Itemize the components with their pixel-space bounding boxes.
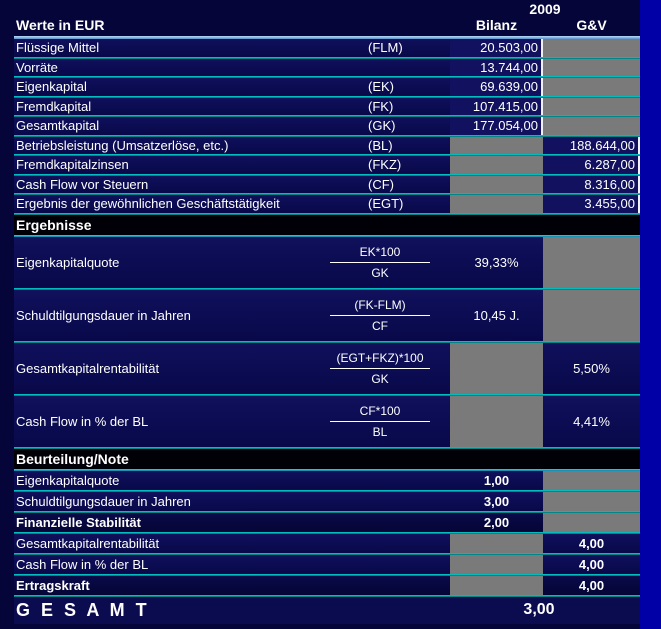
gv-disabled-cell	[543, 492, 640, 511]
row-label: Betriebsleistung (Umsatzerlöse, etc.)	[16, 137, 229, 153]
formula-denominator: CF	[372, 318, 388, 333]
row-code: (FK)	[368, 98, 394, 114]
gv-disabled-cell	[543, 78, 640, 96]
formula-fraction	[320, 298, 440, 333]
bilanz-disabled-cell	[450, 576, 543, 595]
gv-result-cell[interactable]: 4,41%	[573, 413, 610, 429]
formula-denominator: GK	[371, 265, 389, 280]
bilanz-disabled-cell	[450, 396, 543, 447]
table-row	[14, 176, 640, 194]
formula-numerator: (FK-FLM)	[354, 297, 406, 312]
row-label: Ergebnis der gewöhnlichen Geschäftstätigkeit	[16, 196, 280, 212]
formula-numerator: EK*100	[359, 244, 401, 259]
rating-row	[14, 534, 640, 553]
fraction-line	[330, 421, 430, 422]
rating-row	[14, 471, 640, 490]
bilanz-value-cell[interactable]: 69.639,00	[450, 78, 543, 96]
row-label: Ertragskraft	[16, 577, 90, 593]
bilanz-result-cell[interactable]: 39,33%	[474, 254, 519, 270]
row-label: Eigenkapital	[16, 79, 87, 95]
ratio-row	[14, 343, 640, 394]
row-label: Eigenkapitalquote	[16, 254, 120, 270]
formula-numerator: CF*100	[359, 403, 401, 418]
section-title: Ergebnisse	[16, 216, 92, 233]
table-row	[14, 117, 640, 135]
formula-denominator: GK	[371, 371, 389, 386]
table-title: Werte in EUR	[16, 17, 105, 33]
row-label: Vorräte	[16, 59, 58, 75]
bilanz-value-cell[interactable]: 177.054,00	[450, 117, 543, 135]
row-code: (CF)	[368, 176, 394, 192]
row-label: Schuldtilgungsdauer in Jahren	[16, 493, 191, 509]
row-label: Gesamtkapital	[16, 118, 100, 134]
bilanz-disabled-cell	[450, 176, 543, 194]
table-row	[14, 39, 640, 57]
gv-disabled-cell	[543, 59, 640, 77]
table-row	[14, 156, 640, 174]
ratio-row	[14, 237, 640, 288]
gv-disabled-cell	[543, 98, 640, 116]
row-label: Fremdkapital	[16, 98, 92, 114]
rating-summary-row	[14, 576, 640, 595]
bilanz-value-cell[interactable]: 107.415,00	[450, 98, 543, 116]
formula-fraction	[320, 404, 440, 439]
table-row	[14, 98, 640, 116]
row-code: (EGT)	[368, 196, 404, 212]
gv-rating-cell[interactable]: 4,00	[578, 535, 605, 551]
gv-value-cell[interactable]: 6.287,00	[543, 156, 640, 174]
bilanz-disabled-cell	[450, 195, 543, 213]
table-row	[14, 59, 640, 77]
gv-disabled-cell	[543, 39, 640, 57]
row-label: Cash Flow in % der BL	[16, 413, 149, 429]
section-title: Beurteilung/Note	[16, 450, 129, 467]
bilanz-disabled-cell	[450, 534, 543, 553]
column-header-bilanz: Bilanz	[475, 17, 518, 33]
analysis-table	[14, 0, 640, 624]
gv-result-cell[interactable]: 5,50%	[573, 360, 610, 376]
row-label: Flüssige Mittel	[16, 40, 100, 56]
gv-disabled-cell	[543, 117, 640, 135]
row-label: Fremdkapitalzinsen	[16, 157, 129, 173]
row-label: Cash Flow vor Steuern	[16, 176, 149, 192]
bilanz-rating-cell[interactable]: 1,00	[483, 472, 510, 488]
row-code: (EK)	[368, 79, 394, 95]
ratio-row	[14, 290, 640, 341]
table-row	[14, 78, 640, 96]
gv-value-cell[interactable]: 3.455,00	[543, 195, 640, 213]
row-label: Cash Flow in % der BL	[16, 556, 149, 572]
table-row	[14, 195, 640, 213]
bilanz-rating-cell[interactable]: 3,00	[483, 493, 510, 509]
rating-row	[14, 555, 640, 574]
gv-rating-cell[interactable]: 4,00	[578, 577, 605, 593]
total-value[interactable]: 3,00	[523, 601, 555, 618]
year-header-cell: 2009	[529, 1, 561, 17]
total-label: G E S A M T	[16, 599, 150, 620]
bilanz-result-cell[interactable]: 10,45 J.	[473, 307, 520, 323]
formula-fraction	[320, 245, 440, 280]
total-row	[14, 597, 640, 624]
fraction-line	[330, 368, 430, 369]
formula-denominator: BL	[372, 424, 388, 439]
bilanz-disabled-cell	[450, 137, 543, 155]
table-row	[14, 137, 640, 155]
gv-disabled-cell	[543, 513, 640, 532]
row-code: (GK)	[368, 118, 396, 134]
column-header-gv: G&V	[576, 17, 607, 33]
section-header-ergebnisse	[14, 215, 640, 235]
bilanz-disabled-cell	[450, 156, 543, 174]
gv-disabled-cell	[543, 471, 640, 490]
rating-summary-row	[14, 513, 640, 532]
row-code: (FKZ)	[368, 157, 402, 173]
gv-disabled-cell	[543, 290, 640, 341]
formula-fraction	[320, 351, 440, 386]
bilanz-value-cell[interactable]: 20.503,00	[450, 39, 543, 57]
bilanz-disabled-cell	[450, 555, 543, 574]
table-header	[14, 0, 640, 36]
section-header-beurteilung	[14, 449, 640, 469]
fraction-line	[330, 315, 430, 316]
gv-value-cell[interactable]: 8.316,00	[543, 176, 640, 194]
rating-row	[14, 492, 640, 511]
bilanz-rating-cell[interactable]: 2,00	[483, 514, 510, 530]
formula-numerator: (EGT+FKZ)*100	[336, 350, 424, 365]
row-label: Schuldtilgungsdauer in Jahren	[16, 307, 191, 323]
ratio-row	[14, 396, 640, 447]
row-label: Finanzielle Stabilität	[16, 514, 141, 530]
sheet-right-margin	[640, 0, 661, 629]
bilanz-disabled-cell	[450, 343, 543, 394]
fraction-line	[330, 262, 430, 263]
row-code: (BL)	[368, 137, 393, 153]
row-label: Gesamtkapitalrentabilität	[16, 360, 160, 376]
row-label: Eigenkapitalquote	[16, 472, 120, 488]
gv-disabled-cell	[543, 237, 640, 288]
row-code: (FLM)	[368, 40, 403, 56]
gv-rating-cell[interactable]: 4,00	[578, 556, 605, 572]
row-label: Gesamtkapitalrentabilität	[16, 535, 160, 551]
gv-value-cell[interactable]: 188.644,00	[543, 137, 640, 155]
bilanz-value-cell[interactable]: 13.744,00	[450, 59, 543, 77]
